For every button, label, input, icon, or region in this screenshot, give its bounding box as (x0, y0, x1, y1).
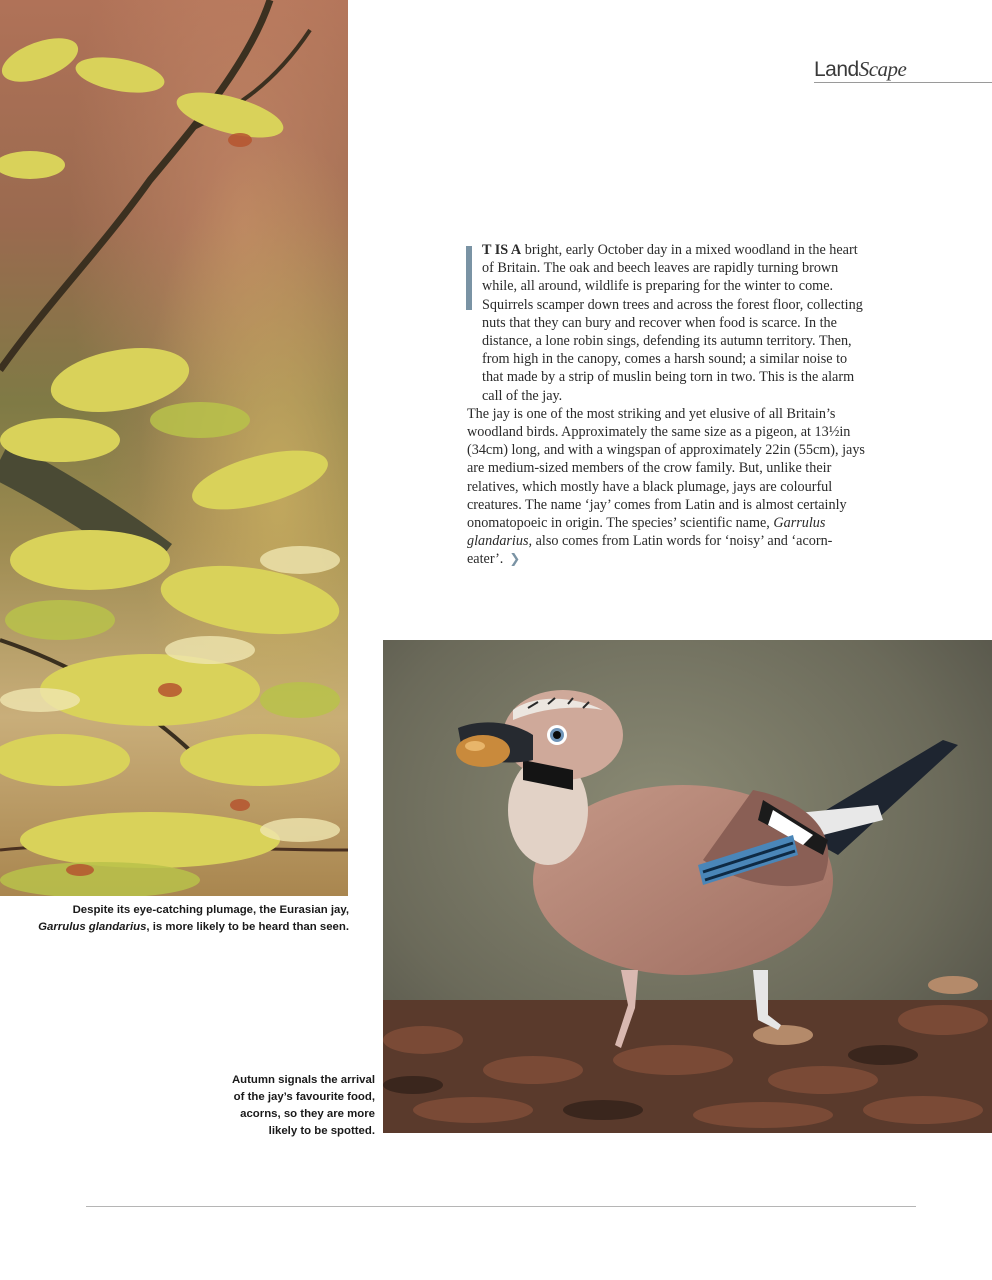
article-paragraph-1 (467, 241, 867, 405)
caption-left-species: Garrulus glandarius (38, 921, 147, 933)
caption-jay-photo: Autumn signals the arrival of the jay’s favourite food, acorns, so they are more likely to be spotted. (231, 1074, 375, 1137)
magazine-masthead (814, 56, 992, 83)
autumn-branch-photo (0, 0, 348, 896)
chevron-right-icon: ❯ (509, 552, 521, 568)
caption-left-line2: , is more likely to be heard than seen. (146, 921, 349, 933)
paragraph-2-text-b: also comes from Latin words for ‘noisy’ and ‘acorn-eater’. (467, 533, 833, 568)
masthead-plain: Land (814, 58, 859, 81)
drop-cap-bar (466, 246, 472, 310)
masthead-script: Scape (858, 57, 907, 81)
species-name: Garrulus glandarius, (467, 515, 826, 550)
jay-photo (383, 640, 992, 1133)
footer-rule (86, 1206, 916, 1207)
lead-in: T IS A (482, 242, 522, 258)
article-paragraph-2 (467, 405, 867, 570)
caption-left-line1: Despite its eye-catching plumage, the Eurasian jay, (72, 904, 349, 916)
paragraph-1-text: bright, early October day in a mixed woodland in the heart of Britain. The oak and beech leaves are rapidly turning brown while, all around, wildlife is preparing for the winter to come. Squirrels scamper down trees and across the forest floor, collecting nuts that they can bury and recover when food is scarce. In the distance, a lone robin sings, defending its autumn territory. Then, from high in the canopy, comes a harsh sound; a similar noise to that made by a strip of muslin being torn in two. This is the alarm call of the jay. (482, 242, 863, 404)
article-body (467, 241, 867, 570)
caption-left-photo (20, 902, 349, 936)
paragraph-2-text-a: The jay is one of the most striking and yet elusive of all Britain’s woodland birds. Approximately the same size as a pigeon, at 13½in (34cm) long, and with a wingspan of approximately 22in (55cm), jays are medium-sized members of the crow family. But, unlike their relatives, which mostly have a black plumage, jays are colourful creatures. The name ‘jay’ comes from Latin and is almost certainly onomatopoeic in origin. The species’ scientific name, (467, 405, 865, 532)
